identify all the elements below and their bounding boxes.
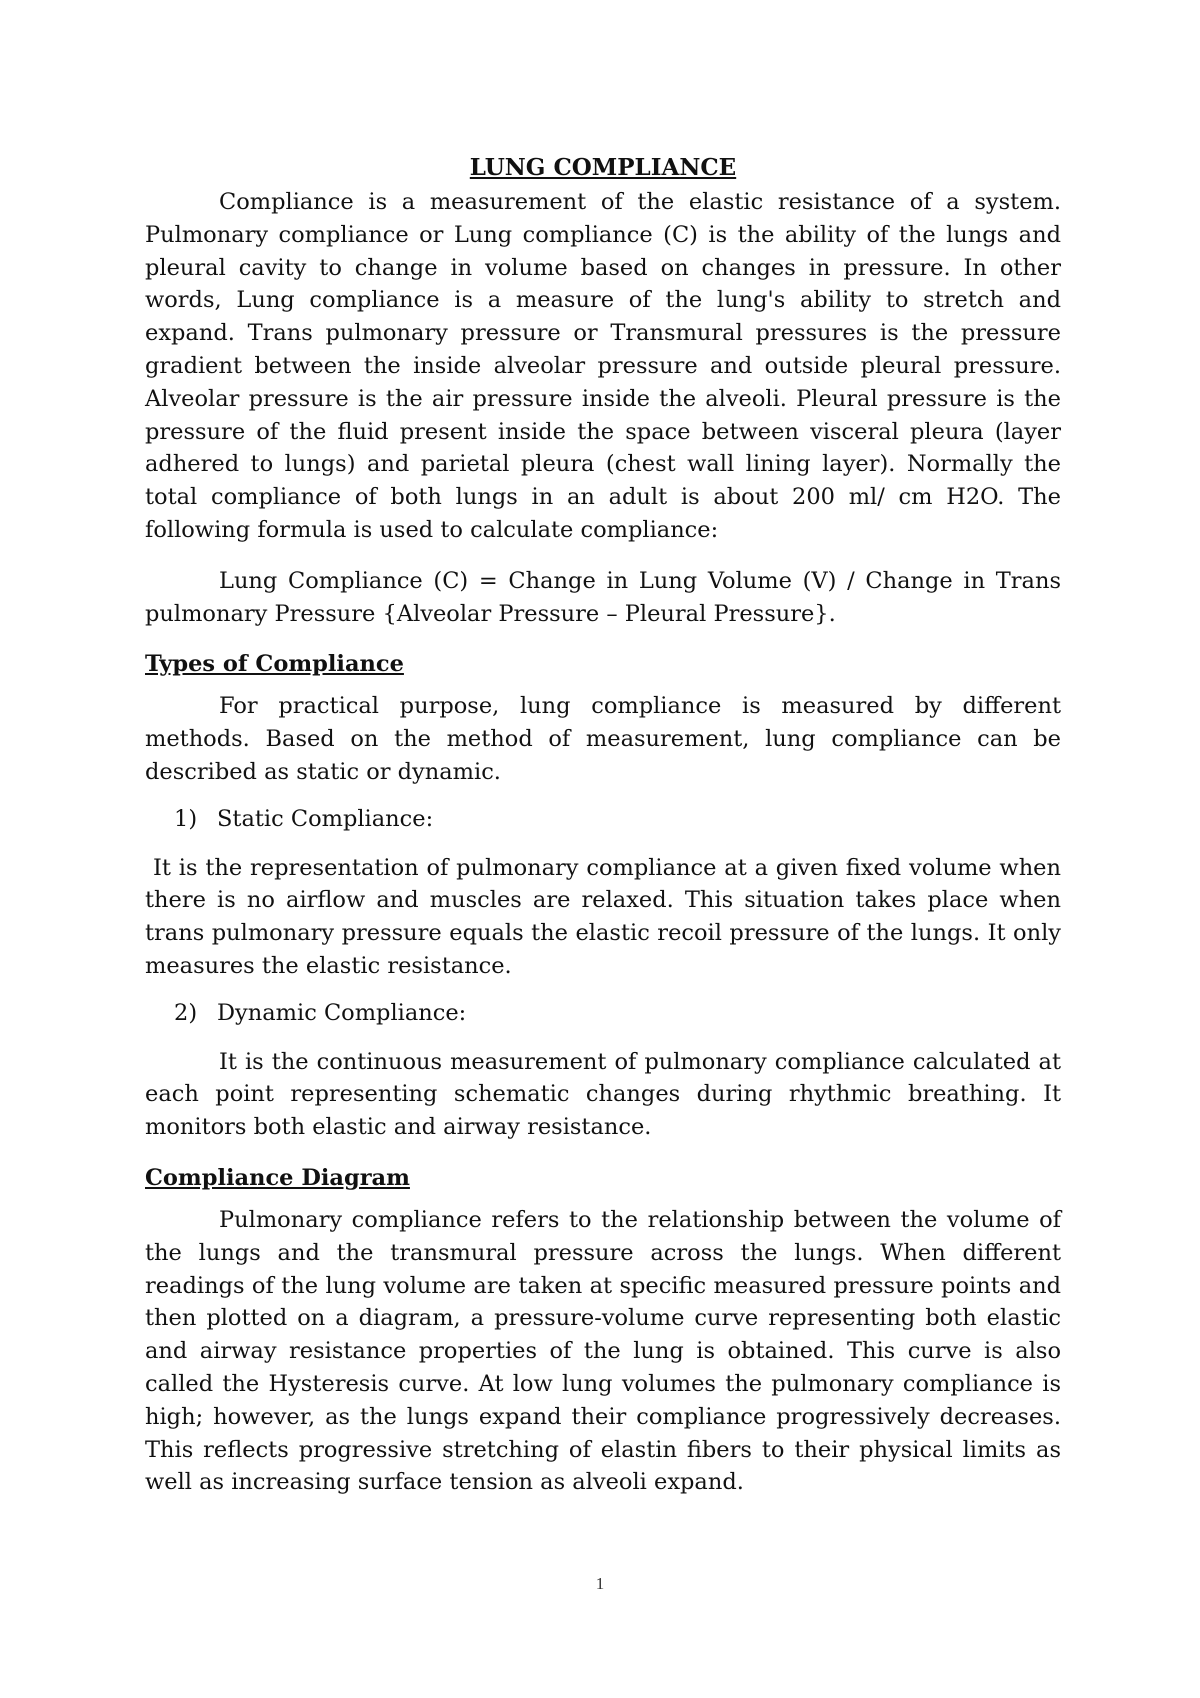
page-number: 1: [595, 1574, 605, 1593]
dynamic-compliance-paragraph: It is the continuous measurement of pulmonary compliance calculated at each point representing schematic changes during rhythmic breathing. It monitors both elastic and airway resistance.: [145, 1048, 1061, 1141]
types-intro-paragraph: For practical purpose, lung compliance is measured by different methods. Based on the method of measurement, lung compliance can be described as static or dynamic.: [145, 693, 1061, 785]
diagram-paragraph: Pulmonary compliance refers to the relationship between the volume of the lungs and the transmural pressure across the lungs. When different readings of the lung volume are taken at specific measured pressure points and then plotted on a diagram, a pressure-volume curve representing both elastic and airway resistance properties of the lung is obtained. This curve is also called the Hysteresis curve. At low lung volumes the pulmonary compliance is high; however, as the lungs expand their compliance progressively decreases. This reflects progressive stretching of elastin fibers to their physical limits as well as increasing surface tension as alveoli expand.: [145, 1206, 1061, 1496]
dynamic-compliance-item: [174, 997, 1061, 1030]
types-heading: Types of Compliance: [145, 651, 404, 678]
intro-paragraph: Compliance is a measurement of the elastic resistance of a system. Pulmonary compliance or Lung compliance (C) is the ability of the lungs and pleural cavity to change in volume based on changes in pressure. In other words, Lung compliance is a measure of the lung's ability to stretch and expand. Trans pulmonary pressure or Transmural pressures is the pressure gradient between the inside alveolar pressure and outside pleural pressure. Alveolar pressure is the air pressure inside the alveoli. Pleural pressure is the pressure of the fluid present inside the space between visceral pleura (layer adhered to lungs) and parietal pleura (chest wall lining layer). Normally the total compliance of both lungs in an adult is about 200 ml/ cm H2O. The following formula is used to calculate compliance:: [145, 189, 1061, 543]
dynamic-compliance-number: 2): [174, 999, 198, 1026]
dynamic-compliance-label: Dynamic Compliance:: [217, 999, 467, 1026]
formula-paragraph: Lung Compliance (C) = Change in Lung Volume (V) / Change in Trans pulmonary Pressure {Alveolar Pressure – Pleural Pressure}.: [145, 567, 1061, 627]
static-compliance-item: [174, 803, 1061, 836]
static-compliance-label: Static Compliance:: [217, 805, 434, 832]
document-page: [145, 140, 1061, 1640]
static-compliance-paragraph: It is the representation of pulmonary compliance at a given fixed volume when there is no airflow and muscles are relaxed. This situation takes place when trans pulmonary pressure equals the elastic recoil pressure of the lungs. It only measures the elastic resistance.: [145, 854, 1061, 979]
diagram-heading: Compliance Diagram: [145, 1164, 410, 1191]
page-title: LUNG COMPLIANCE: [469, 154, 737, 181]
static-compliance-number: 1): [174, 805, 198, 832]
